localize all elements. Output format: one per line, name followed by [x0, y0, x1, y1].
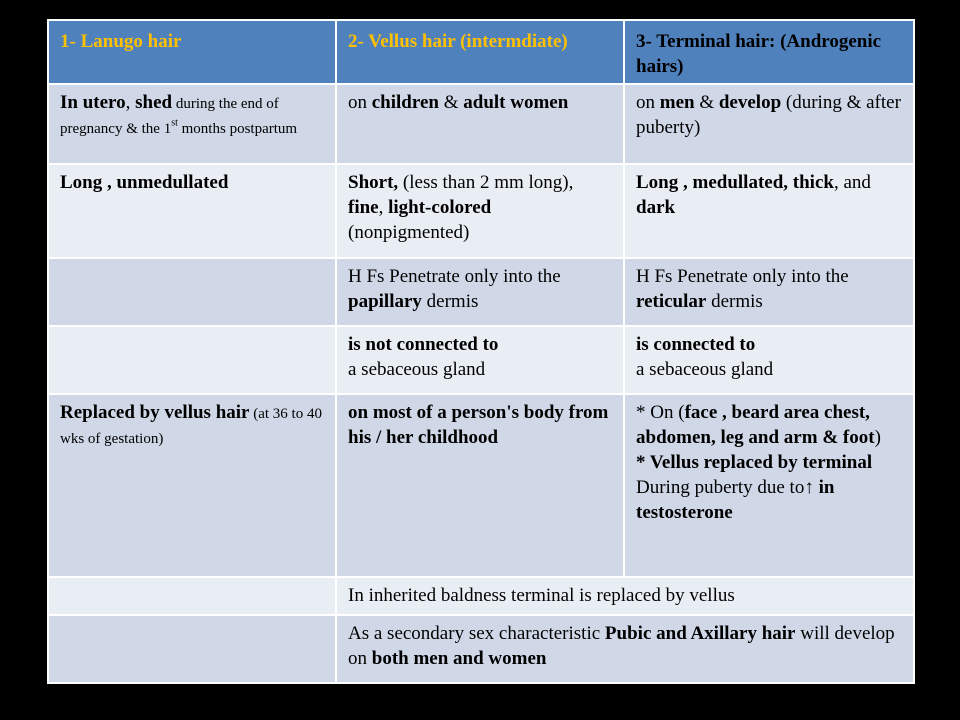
- text-puberty: (during & after puberty): [636, 92, 901, 138]
- text-secondary-sex: As a secondary sex characteristic: [348, 623, 605, 644]
- text-sebaceous-gland: a sebaceous gland: [348, 359, 486, 380]
- cell-empty: [48, 615, 336, 683]
- table-row: [48, 326, 914, 394]
- cell-empty: [48, 258, 336, 326]
- cell-empty: [48, 326, 336, 394]
- cell-vellus-location: [336, 394, 624, 577]
- cell-terminal-gland: [624, 326, 914, 394]
- header-vellus: 2- Vellus hair (intermdiate): [336, 20, 624, 84]
- cell-lanugo-structure: [48, 164, 336, 258]
- cell-terminal-structure: [624, 164, 914, 258]
- text-replaced-by-vellus: Replaced by vellus hair: [60, 402, 250, 423]
- cell-baldness: In inherited baldness terminal is replaced by vellus: [336, 577, 914, 615]
- table-row: [48, 394, 914, 577]
- text-papillary: papillary: [348, 291, 422, 312]
- text-will-develop: will develop on: [348, 623, 895, 669]
- text-postpartum: months postpartum: [177, 121, 298, 137]
- text-children: children: [371, 92, 439, 113]
- text-penetrate: H Fs Penetrate only into the: [348, 266, 561, 287]
- text-dermis: dermis: [706, 291, 763, 312]
- text-sep: ,: [125, 92, 136, 113]
- cell-vellus-who: [336, 84, 624, 164]
- cell-empty: [48, 577, 336, 615]
- text-body-areas: face , beard area chest, abdomen, leg and arm & foot: [636, 402, 875, 448]
- text-on: on: [636, 92, 660, 113]
- table-row: [48, 84, 914, 164]
- text-vellus-replaced: * Vellus replaced by terminal: [636, 452, 873, 473]
- text-reticular: reticular: [636, 291, 707, 312]
- text-testosterone: ↑ in testosterone: [636, 477, 835, 523]
- text-sebaceous-gland: a sebaceous gland: [636, 359, 774, 380]
- table-row: [48, 615, 914, 683]
- text-adult-women: adult women: [463, 92, 569, 113]
- text-and: , and: [833, 172, 871, 193]
- text-dermis: dermis: [421, 291, 479, 312]
- text-sup-st: st: [171, 117, 178, 129]
- text-connected: is connected to: [636, 334, 756, 355]
- text-gestation: (at 36 to 40 wks of gestation): [60, 406, 322, 447]
- text-light-colored: light-colored: [388, 197, 492, 218]
- table-row: [48, 258, 914, 326]
- text-fine: fine: [348, 197, 379, 218]
- text-length: (less than 2 mm long),: [398, 172, 574, 193]
- text-in-utero: In utero: [60, 92, 126, 113]
- cell-lanugo-origin: [48, 84, 336, 164]
- text-both-sexes: both men and women: [371, 648, 547, 669]
- cell-secondary-sex: [336, 615, 914, 683]
- text-long-unmedullated: Long , unmedullated: [60, 172, 229, 193]
- header-row: [48, 20, 914, 84]
- text-shed: shed: [135, 92, 173, 113]
- hair-types-table: [47, 19, 915, 684]
- cell-vellus-structure: [336, 164, 624, 258]
- header-terminal: 3- Terminal hair: (Androgenic hairs): [624, 20, 914, 84]
- cell-terminal-depth: [624, 258, 914, 326]
- header-lanugo: 1- Lanugo hair: [48, 20, 336, 84]
- cell-lanugo-replaced: [48, 394, 336, 577]
- text-on-prefix: * On (: [636, 402, 685, 423]
- cell-vellus-gland: [336, 326, 624, 394]
- text-on: on: [348, 92, 372, 113]
- table-row: [48, 577, 914, 615]
- cell-vellus-depth: [336, 258, 624, 326]
- text-not-connected: is not connected to: [348, 334, 499, 355]
- table-row: [48, 164, 914, 258]
- text-amp: &: [438, 92, 464, 113]
- text-dark: dark: [636, 197, 676, 218]
- text-develop: develop: [718, 92, 782, 113]
- text-paren: ): [874, 427, 881, 448]
- text-pubic-axillary: Pubic and Axillary hair: [604, 623, 796, 644]
- text-body-childhood: on most of a person's body from his / her childhood: [348, 402, 609, 448]
- cell-terminal-who: [624, 84, 914, 164]
- text-shed-detail: during the end of pregnancy & the 1: [60, 96, 279, 137]
- text-penetrate: H Fs Penetrate only into the: [636, 266, 849, 287]
- text-during-puberty: During puberty due to: [636, 477, 805, 498]
- text-long-medullated: Long , medullated, thick: [636, 172, 834, 193]
- text-amp: &: [694, 92, 719, 113]
- text-short: Short,: [348, 172, 399, 193]
- text-men: men: [659, 92, 695, 113]
- text-nonpigmented: (nonpigmented): [348, 222, 470, 243]
- cell-terminal-location: [624, 394, 914, 577]
- text-sep: ,: [378, 197, 389, 218]
